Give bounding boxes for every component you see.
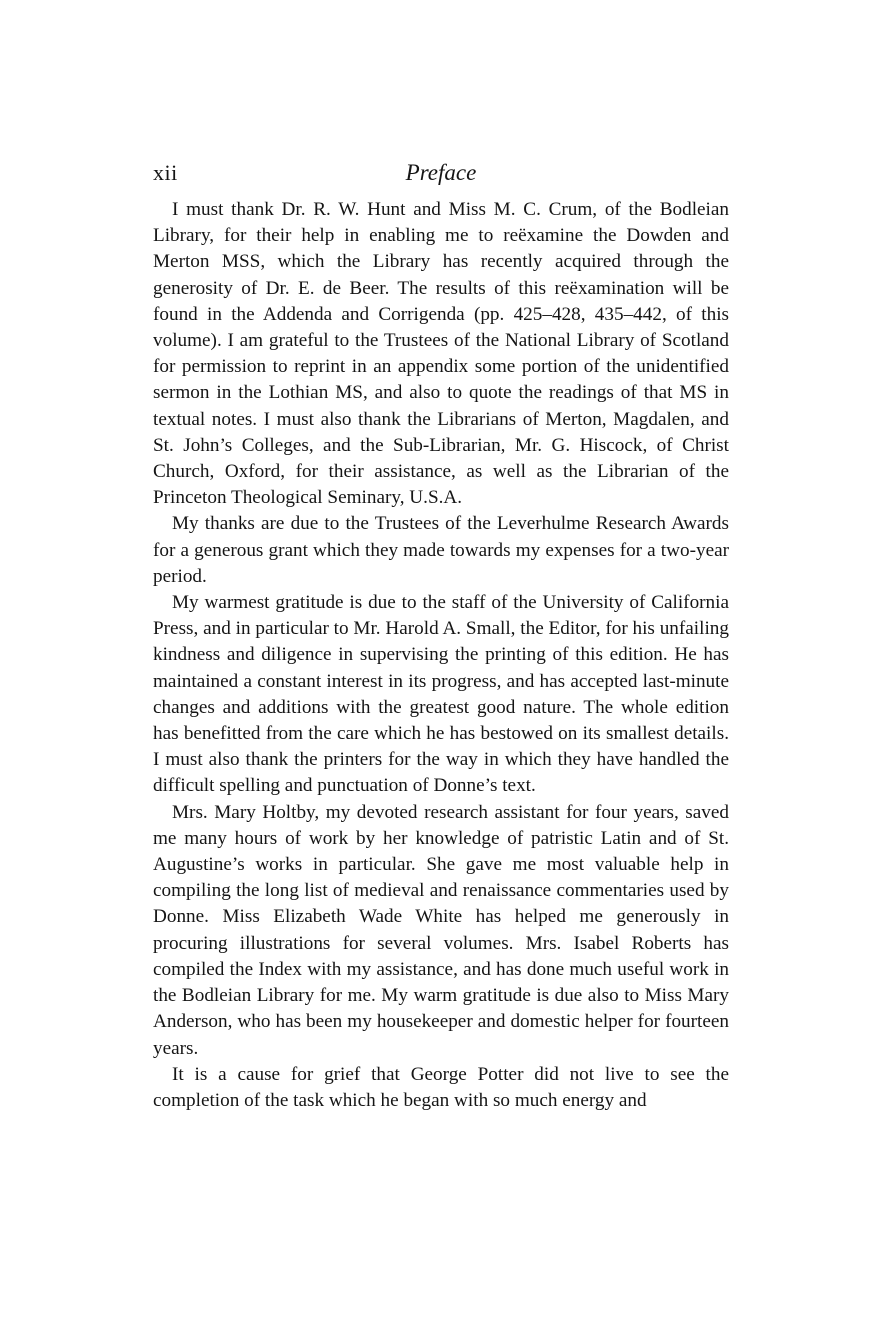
paragraph-acknowledgements-assistants: Mrs. Mary Holtby, my devoted research assistant for four years, saved me many hours of work by her knowledge of patristic Latin and of St. Augustine’s works in particular. She gave me most valuable help in compiling the long list of medieval and renaissance commentaries used by Donne. Miss Elizabeth Wade White has helped me generously in procuring illustrations for several volumes. Mrs. Isabel Roberts has compiled the Index with my assistance, and has done much useful work in the Bodleian Library for me. My warm gratitude is due also to Miss Mary Anderson, who has been my housekeeper and domestic helper for fourteen years. [153,801,729,1059]
paragraph-acknowledgements-libraries: I must thank Dr. R. W. Hunt and Miss M. C. Crum, of the Bodleian Library, for their help in enabling me to reëxamine the Dowden and Merton MSS, which the Library has recently acquired through the generosity of Dr. E. de Beer. The results of this reëxamination will be found in the Addenda and Corrigenda (pp. 425–428, 435–442, of this volume). I am grateful to the Trustees of the National Library of Scotland for permission to reprint in an appendix some portion of the unidentified sermon in the Lothian MS, and also to quote the readings of that MS in textual notes. I must also thank the Librarians of Merton, Magdalen, and St. John’s Colleges, and the Sub-Librarian, Mr. G. Hiscock, of Christ Church, Oxford, for their assistance, as well as the Librarian of the Princeton Theological Seminary, U.S.A. [153,199,729,509]
page-number: xii [153,160,178,185]
body-text [153,197,729,1114]
running-head-title: Preface [405,160,477,185]
running-head [153,156,729,190]
paragraph-acknowledgements-press: My warmest gratitude is due to the staff of the University of California Press, and in particular to Mr. Harold A. Small, the Editor, for his unfailing kindness and diligence in supervising the printing of this edition. He has maintained a constant interest in its progress, and has accepted last-minute changes and additions with the greatest good nature. The whole edition has benefitted from the care which he has bestowed on its smallest details. I must also thank the printers for the way in which they have handled the difficult spelling and punctuation of Donne’s text. [153,592,729,797]
paragraph-george-potter: It is a cause for grief that George Potter did not live to see the completion of the task which he began with so much energy and [153,1063,729,1111]
paragraph-acknowledgements-leverhulme: My thanks are due to the Trustees of the Leverhulme Research Awards for a generous grant which they made towards my expenses for a two-year period. [153,513,729,587]
